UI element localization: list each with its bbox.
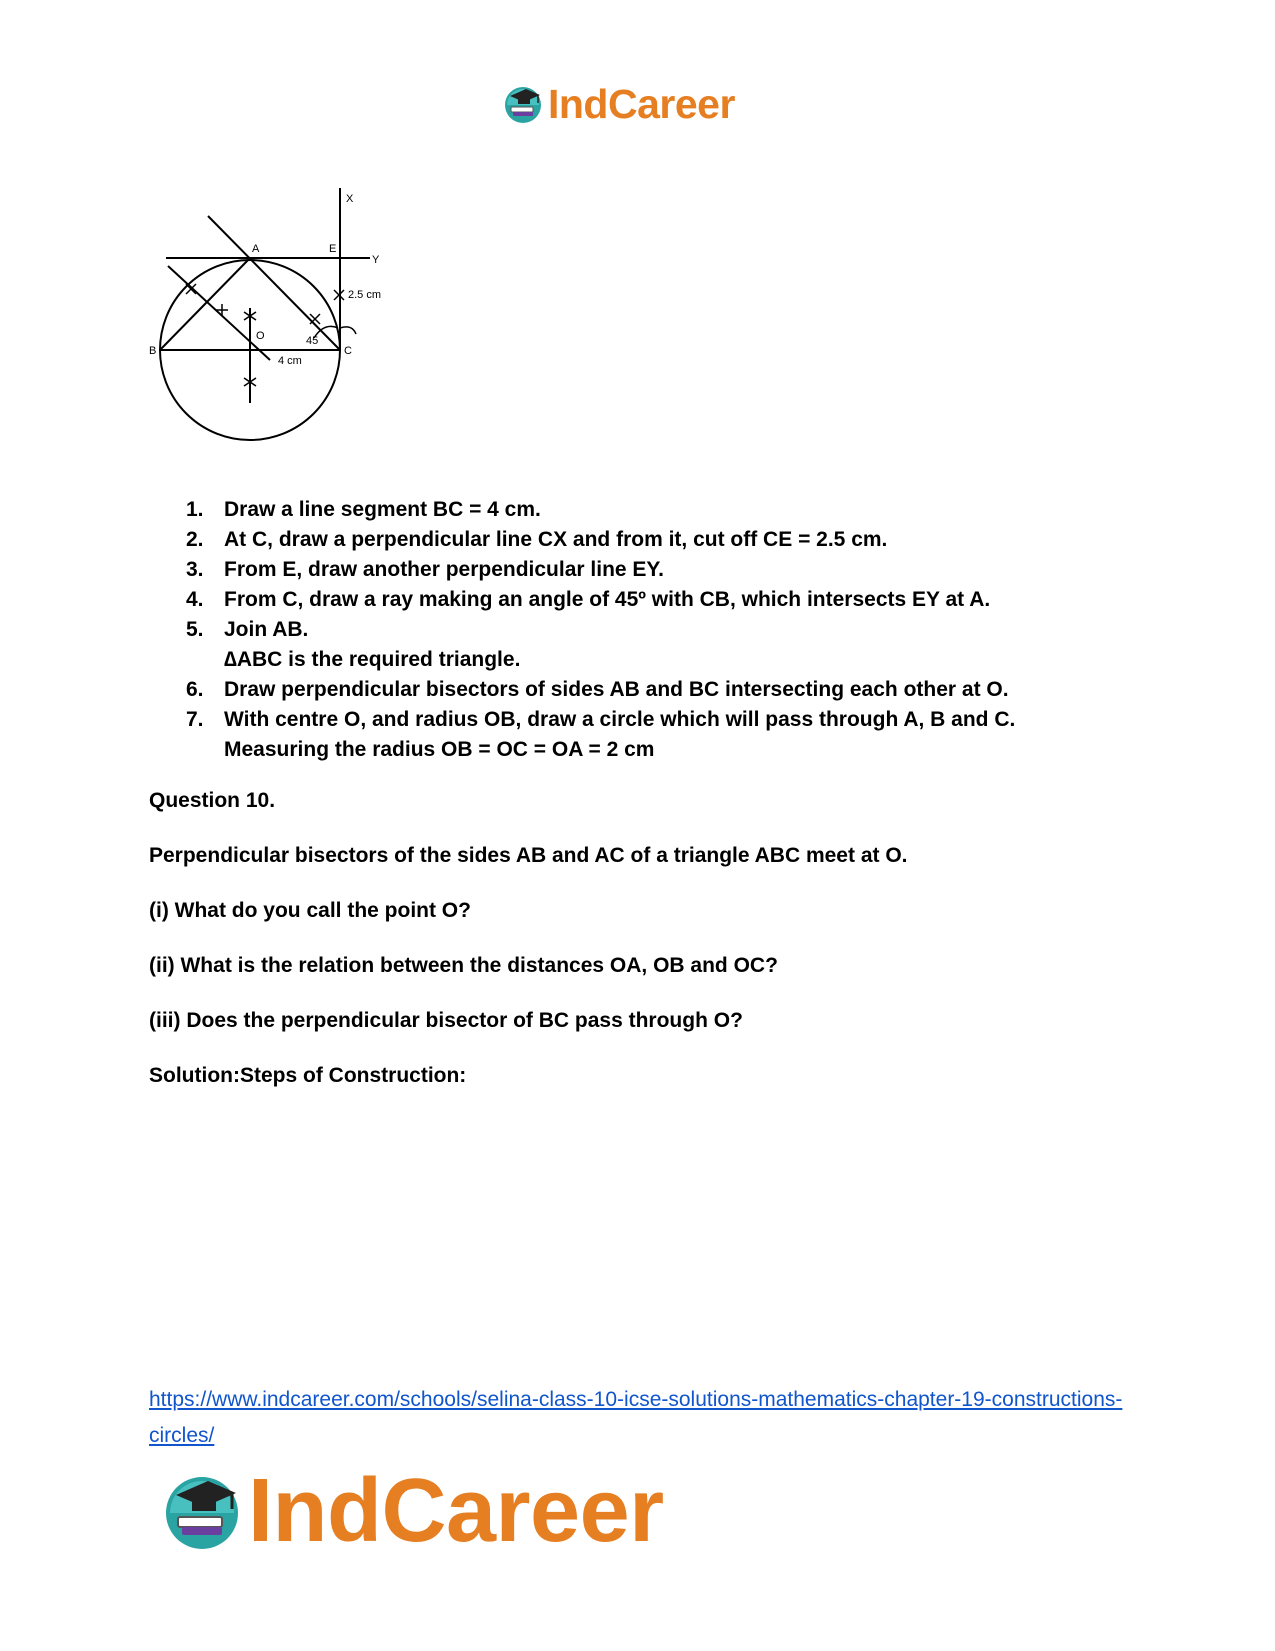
list-item: 4. From C, draw a ray making an angle of 45º with CB, which intersects EY at A.	[186, 588, 991, 611]
label-o: O	[256, 330, 265, 342]
label-c: C	[344, 345, 352, 357]
label-angle: 45	[306, 335, 319, 347]
list-item: 5. Join AB.	[186, 618, 309, 641]
list-item-continuation: Measuring the radius OB = OC = OA = 2 cm	[224, 738, 655, 761]
construction-figure	[148, 188, 428, 468]
list-item: 2. At C, draw a perpendicular line CX and from it, cut off CE = 2.5 cm.	[186, 528, 888, 551]
label-b: B	[149, 345, 157, 357]
label-oc: 4 cm	[278, 355, 302, 367]
header-logo	[502, 80, 735, 128]
label-e: E	[329, 243, 337, 255]
question-statement: Perpendicular bisectors of the sides AB and AC of a triangle ABC meet at O.	[149, 844, 908, 867]
label-y: Y	[372, 254, 380, 266]
logo-text: IndCareer	[548, 80, 735, 127]
label-ce: 2.5 cm	[348, 289, 382, 301]
label-a: A	[252, 243, 260, 255]
footer-logo	[160, 1461, 664, 1561]
question-part: (ii) What is the relation between the distances OA, OB and OC?	[149, 954, 778, 977]
list-item-continuation: ∆ABC is the required triangle.	[224, 648, 521, 671]
logo-text: IndCareer	[248, 1461, 664, 1561]
graduation-cap-book-globe-icon	[160, 1469, 244, 1553]
list-item: 7. With centre O, and radius OB, draw a circle which will pass through A, B and C.	[186, 708, 1016, 731]
graduation-cap-book-globe-icon	[502, 83, 544, 125]
question-title: Question 10.	[149, 789, 276, 812]
construction-steps	[186, 495, 1186, 765]
list-item: 1. Draw a line segment BC = 4 cm.	[186, 498, 541, 521]
source-link[interactable]: https://www.indcareer.com/schools/selina-class-10-icse-solutions-mathematics-chapter-19-constructions-circles/	[149, 1388, 1123, 1447]
label-x: X	[346, 193, 354, 205]
list-item: 6. Draw perpendicular bisectors of sides AB and BC intersecting each other at O.	[186, 678, 1009, 701]
solution-heading: Solution:Steps of Construction:	[149, 1064, 467, 1087]
question-part: (iii) Does the perpendicular bisector of BC pass through O?	[149, 1009, 743, 1032]
list-item: 3. From E, draw another perpendicular line EY.	[186, 558, 664, 581]
question-part: (i) What do you call the point O?	[149, 899, 471, 922]
